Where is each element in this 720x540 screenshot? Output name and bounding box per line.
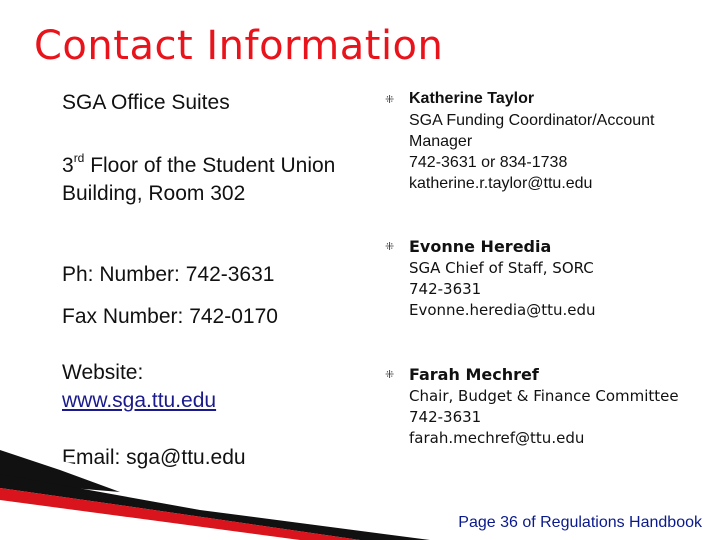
page-title: Contact Information (34, 23, 444, 69)
website-link[interactable]: www.sga.ttu.edu (62, 389, 217, 412)
floor-suffix: rd (73, 151, 85, 165)
contact-phone: 742-3631 (409, 408, 482, 426)
contact-role: SGA Chief of Staff, SORC (409, 259, 594, 277)
office-website (62, 359, 362, 415)
bullet-icon: ⁜ (385, 369, 395, 381)
office-location (62, 146, 362, 208)
contact-farah (409, 364, 709, 449)
contact-email: Evonne.heredia@ttu.edu (409, 301, 596, 319)
contact-email: katherine.r.taylor@ttu.edu (409, 175, 593, 192)
website-label: Website: (62, 361, 144, 384)
office-phone: Ph: Number: 742-3631 (62, 263, 275, 286)
bullet-icon: ⁜ (385, 241, 395, 253)
floor-text: Floor of the Student Union Building, Room 302 (62, 154, 336, 205)
office-email: Email: sga@ttu.edu (62, 446, 246, 469)
contact-katherine (409, 88, 709, 194)
floor-number: 3 (62, 154, 74, 177)
office-fax: Fax Number: 742-0170 (62, 305, 278, 328)
contact-name: Evonne Heredia (409, 237, 552, 256)
page-footer: Page 36 of Regulations Handbook (458, 514, 702, 531)
contact-name: Farah Mechref (409, 365, 539, 384)
contact-role: Chair, Budget & Finance Committee (409, 387, 679, 405)
office-heading: SGA Office Suites (62, 91, 230, 114)
contact-name: Katherine Taylor (409, 90, 535, 107)
decorative-swoosh (0, 430, 430, 540)
contact-email: farah.mechref@ttu.edu (409, 429, 585, 447)
contact-phone: 742-3631 or 834-1738 (409, 154, 568, 171)
contact-role: SGA Funding Coordinator/Account Manager (409, 112, 655, 150)
contact-phone: 742-3631 (409, 280, 482, 298)
contact-evonne (409, 236, 709, 321)
bullet-icon: ⁜ (385, 94, 395, 106)
